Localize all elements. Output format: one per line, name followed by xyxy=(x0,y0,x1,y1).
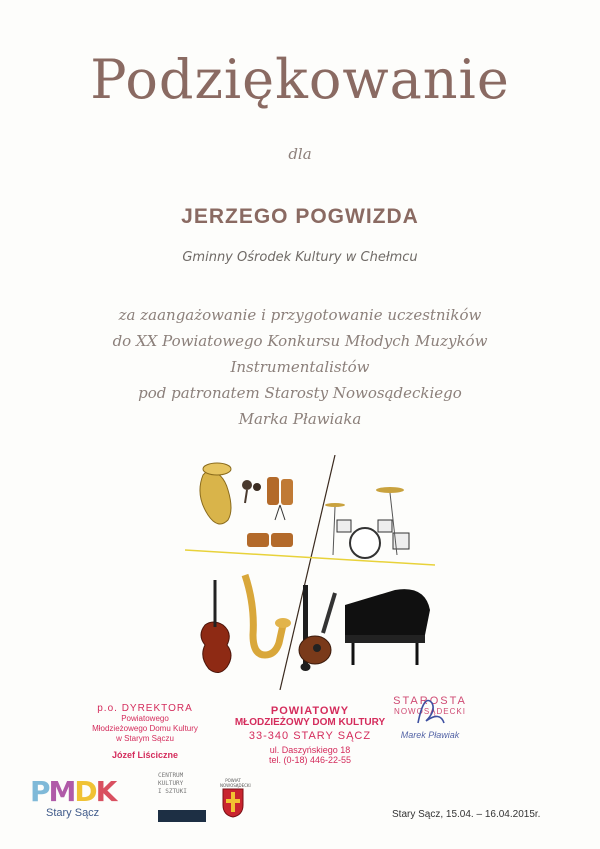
institution-stamp-line: POWIATOWY xyxy=(270,705,350,717)
certificate-date: Stary Sącz, 15.04. – 16.04.2015r. xyxy=(392,809,541,820)
institution-stamp-line: 33-340 STARY SĄCZ xyxy=(248,730,372,742)
recipient-organization: Gminny Ośrodek Kultury w Chełmcu xyxy=(182,250,418,265)
saxophone-icon xyxy=(245,575,291,655)
maracas-icon xyxy=(242,480,261,503)
director-stamp-line: Powiatowego xyxy=(121,714,169,723)
conga-drums-icon xyxy=(267,477,293,520)
instruments-illustration xyxy=(185,455,435,690)
pmdk-logo-letters: PMDK xyxy=(30,775,116,808)
certificate-title: Podziękowanie xyxy=(90,48,510,111)
centrum-logo-line: KULTURY xyxy=(158,780,184,787)
grand-piano-icon xyxy=(345,589,430,665)
director-signer: Józef Liściczne xyxy=(111,750,179,760)
institution-stamp-line: MŁODZIEŻOWY DOM KULTURY xyxy=(234,717,386,728)
body-line: do XX Powiatowego Konkursu Młodych Muzyków xyxy=(112,332,488,350)
instruments-svg xyxy=(185,455,435,690)
signature-icon xyxy=(410,693,450,733)
certificate-body xyxy=(40,302,560,432)
starosta-signer: Marek Pławiak xyxy=(400,730,460,740)
tuba-icon xyxy=(200,463,231,524)
starosta-stamp xyxy=(380,695,480,740)
pmdk-logo xyxy=(26,775,146,825)
starosta-stamp-subtitle: NOWOSĄDECKI xyxy=(394,707,466,716)
bongos-icon xyxy=(247,533,293,547)
starosta-stamp-title: STAROSTA xyxy=(393,695,467,707)
director-stamp-line: w Starym Sączu xyxy=(116,734,174,743)
coat-of-arms-icon xyxy=(222,788,244,818)
director-stamp xyxy=(70,703,220,760)
body-line: Instrumentalistów xyxy=(230,358,370,376)
body-line: za zaangażowanie i przygotowanie uczestników xyxy=(118,306,482,324)
institution-stamp-line: tel. (0-18) 446-22-55 xyxy=(268,755,352,765)
drum-kit-icon xyxy=(325,487,409,558)
pmdk-logo-subtitle: Stary Sącz xyxy=(46,807,100,819)
powiat-logo-text: POWIAT NOWOSĄDECKI xyxy=(220,778,251,788)
centrum-logo-bar xyxy=(158,810,206,822)
powiat-coat-of-arms xyxy=(220,778,251,824)
institution-stamp-line: ul. Daszyńskiego 18 xyxy=(269,745,351,755)
recipient-name: JERZEGO POGWIZDA xyxy=(181,205,419,228)
body-line: Marka Pławiaka xyxy=(238,410,362,428)
institution-stamp xyxy=(230,705,390,765)
body-line: pod patronatem Starosty Nowosądeckiego xyxy=(138,384,462,402)
violin-icon xyxy=(201,580,231,673)
centrum-kultury-logo xyxy=(158,772,210,826)
director-stamp-title: p.o. DYREKTORA xyxy=(97,703,193,714)
centrum-logo-line: CENTRUM xyxy=(158,772,184,779)
director-stamp-line: Młodzieżowego Domu Kultury xyxy=(92,724,198,733)
for-label: dla xyxy=(288,145,312,163)
centrum-logo-line: I SZTUKI xyxy=(158,788,187,795)
